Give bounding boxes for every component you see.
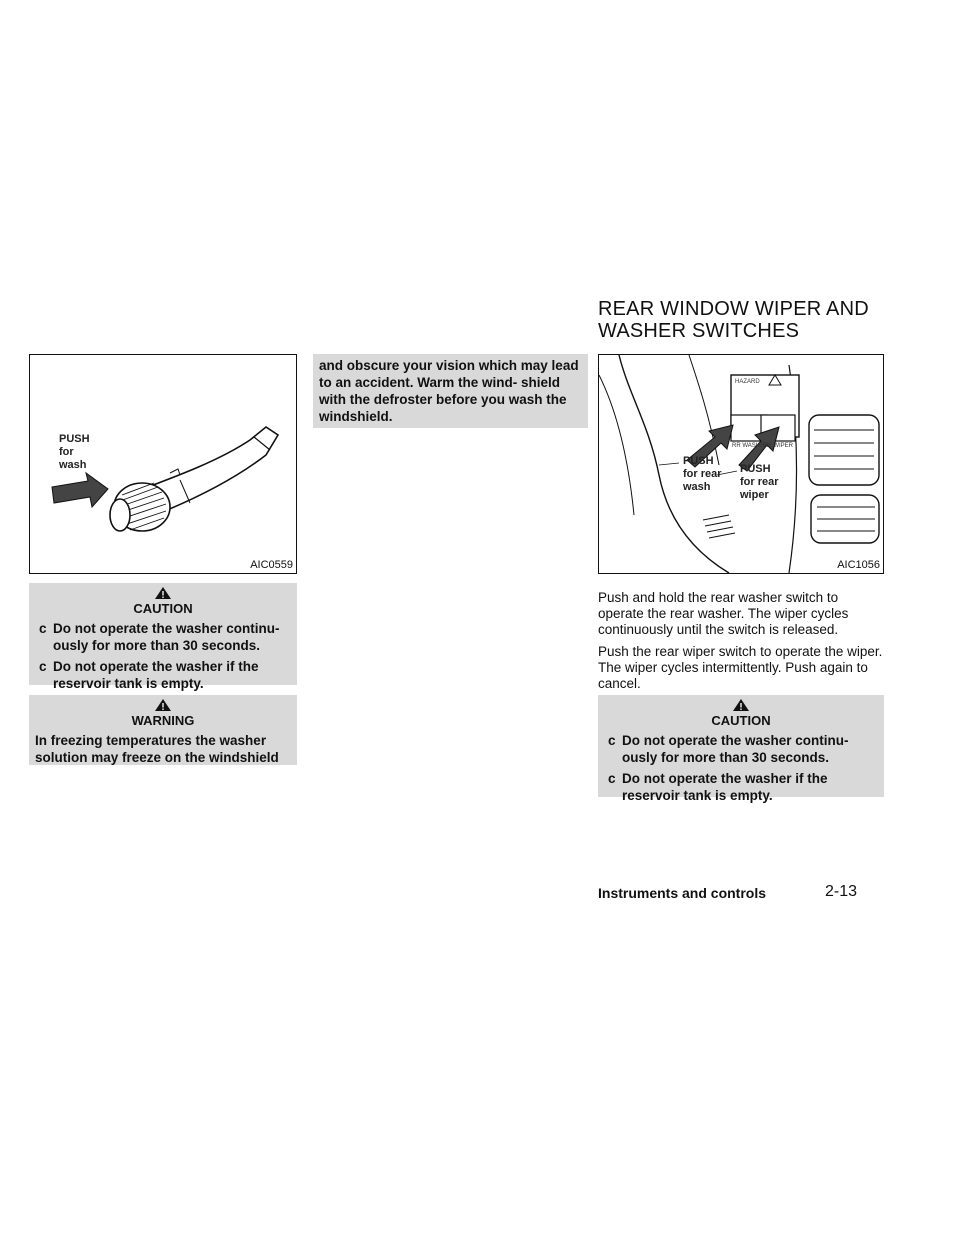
caution-item [604, 770, 876, 804]
label-line3: wash [683, 481, 711, 493]
warning-heading-text: WARNING [131, 713, 195, 728]
caution-item-text: Do not operate the washer if the reservoir tank is empty. [53, 659, 259, 691]
label-line1: PUSH [740, 463, 771, 475]
caution-heading [29, 583, 297, 616]
bullet-mark: c [608, 733, 616, 748]
warning-triangle-icon [155, 699, 171, 711]
hazard-text: HAZARD [735, 379, 760, 385]
caution-item [35, 620, 289, 654]
section-title-line2: WASHER SWITCHES [598, 320, 800, 342]
label-line3: wiper [740, 489, 769, 501]
caution-heading-text: CAUTION [711, 713, 771, 728]
push-for-wash-label [59, 433, 90, 472]
label-line1: PUSH [59, 433, 90, 445]
caution-heading [598, 695, 884, 728]
caution-heading-text: CAUTION [133, 601, 193, 616]
caution-item-text: Do not operate the washer continu- ously for more than 30 seconds. [622, 733, 849, 765]
warning-heading [29, 695, 297, 728]
warning-text-part1: In freezing temperatures the washer solution may freeze on the windshield [35, 733, 279, 765]
label-line2: for [59, 446, 74, 458]
bullet-mark: c [608, 771, 616, 786]
figure-code: AIC0559 [250, 559, 293, 571]
caution-item-text: Do not operate the washer continu- ously for more than 30 seconds. [53, 621, 280, 653]
body-paragraph-2: Push the rear wiper switch to operate the wiper. The wiper cycles intermittently. Push again to cancel. [598, 644, 883, 691]
figure-rear-switches [598, 354, 884, 574]
label-line2: for rear [683, 468, 722, 480]
label-line2: for rear [740, 476, 779, 488]
footer-chapter-label: Instruments and controls [598, 885, 767, 901]
warning-triangle-icon [733, 699, 749, 711]
push-for-rear-wash-label [683, 455, 722, 494]
section-title-line1: REAR WINDOW WIPER AND [598, 298, 869, 320]
caution-item [604, 732, 876, 766]
bullet-mark: c [39, 659, 47, 674]
label-line1: PUSH [683, 455, 714, 467]
caution-item [35, 658, 289, 692]
figure-wash-lever [29, 354, 297, 574]
caution-box-right [598, 695, 884, 803]
warning-box-part1 [29, 695, 297, 765]
push-for-rear-wiper-label [740, 463, 779, 502]
section-title [598, 298, 938, 342]
panel-text-left: RR WASHER [732, 443, 769, 449]
warning-triangle-icon [155, 587, 171, 599]
figure-code: AIC1056 [837, 559, 880, 571]
label-line3: wash [59, 459, 87, 471]
caution-box-left [29, 583, 297, 691]
caution-item-text: Do not operate the washer if the reservoir tank is empty. [622, 771, 828, 803]
body-paragraph-1: Push and hold the rear washer switch to operate the rear washer. The wiper cycles continuously until the switch is released. [598, 590, 849, 637]
panel-text-right: RR WIPER [763, 443, 793, 449]
warning-text-part2: and obscure your vision which may lead to an accident. Warm the wind- shield with the defroster before you wash the windshield. [319, 358, 579, 424]
warning-box-part2 [313, 354, 588, 428]
footer-page-number: 2-13 [825, 883, 858, 900]
bullet-mark: c [39, 621, 47, 636]
